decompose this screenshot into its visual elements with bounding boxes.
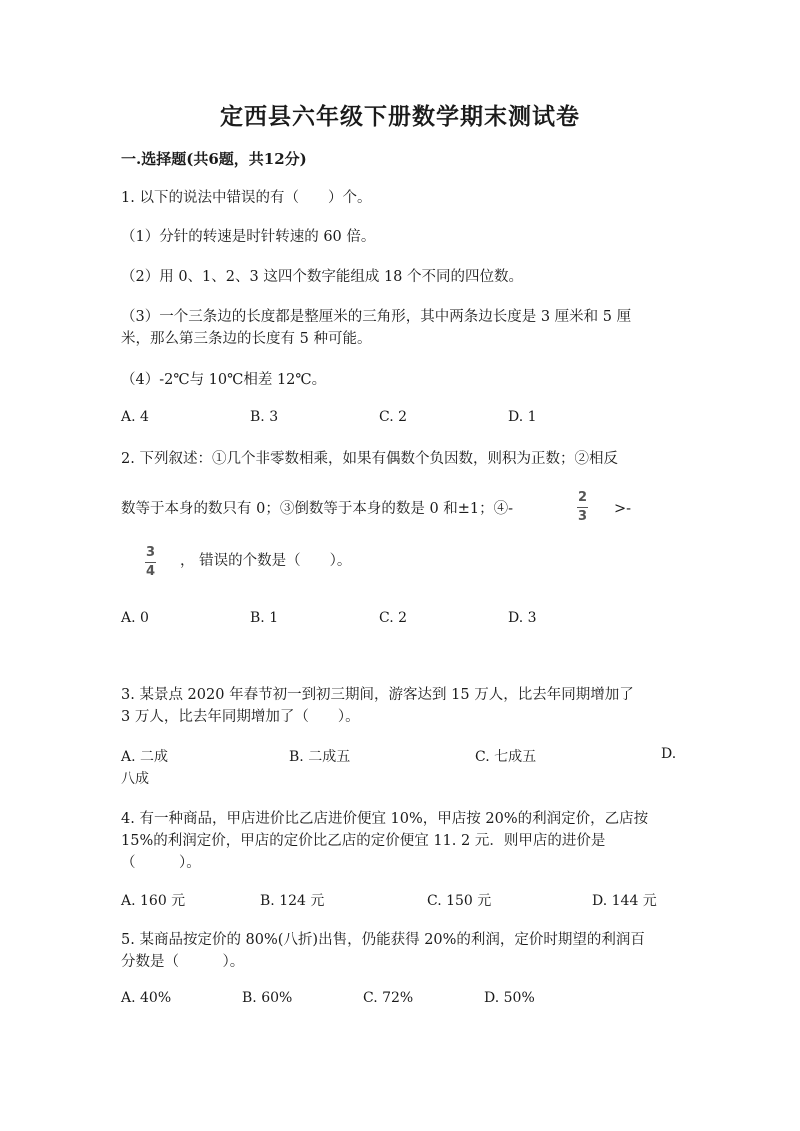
q4-line1: 4. 有一种商品，甲店进价比乙店进价便宜 10%，甲店按 20%的利润定价，乙店按	[121, 811, 649, 827]
q5-option-c[interactable]: C. 72%	[363, 990, 414, 1006]
q1-statement-2: （2）用 0、1、2、3 这四个数字能组成 18 个不同的四位数。	[121, 269, 524, 285]
q2-option-a[interactable]: A. 0	[121, 610, 149, 626]
fraction-denominator: 4	[145, 564, 156, 579]
q2-fraction-two-thirds	[577, 490, 588, 524]
fraction-denominator: 3	[577, 509, 588, 524]
q5-option-b[interactable]: B. 60%	[242, 990, 293, 1006]
q1-statement-1: （1）分针的转速是时针转速的 60 倍。	[121, 229, 376, 245]
q5-line2: 分数是（ ）。	[121, 954, 245, 970]
q2-line1: 2. 下列叙述：①几个非零数相乘，如果有偶数个负因数，则积为正数；②相反	[121, 451, 618, 467]
q4-line2: 15%的利润定价，甲店的定价比乙店的定价便宜 11. 2 元．则甲店的进价是	[121, 833, 606, 849]
q1-option-a[interactable]: A. 4	[121, 409, 149, 425]
section-heading: 一.选择题(共6题，共12分)	[121, 150, 307, 168]
q2-option-d[interactable]: D. 3	[508, 610, 537, 626]
q1-statement-3-line1: （3）一个三条边的长度都是整厘米的三角形，其中两条边长度是 3 厘米和 5 厘	[121, 309, 632, 325]
q1-option-b[interactable]: B. 3	[250, 409, 279, 425]
q1-statement-3-line2: 米，那么第三条边的长度有 5 种可能。	[121, 331, 372, 347]
q4-option-c[interactable]: C. 150 元	[427, 893, 492, 909]
q5-option-d[interactable]: D. 50%	[484, 990, 535, 1006]
q2-greater-than-negative: >-	[614, 501, 632, 517]
q2-option-b[interactable]: B. 1	[250, 610, 279, 626]
fraction-numerator: 2	[577, 490, 588, 505]
page-title: 定西县六年级下册数学期末测试卷	[220, 103, 580, 130]
q5-line1: 5. 某商品按定价的 80%(八折)出售，仍能获得 20%的利润，定价时期望的利润百	[121, 932, 645, 948]
q4-option-b[interactable]: B. 124 元	[260, 893, 325, 909]
q3-option-d-text: 八成	[121, 771, 149, 787]
q5-option-a[interactable]: A. 40%	[121, 990, 172, 1006]
q3-option-a[interactable]: A. 二成	[121, 749, 169, 765]
q3-line1: 3. 某景点 2020 年春节初一到初三期间，游客达到 15 万人，比去年同期增加了	[121, 687, 634, 703]
q1-stem: 1. 以下的说法中错误的有（ ）个。	[121, 190, 372, 206]
q2-line2: 数等于本身的数只有 0；③倒数等于本身的数是 0 和±1；④-	[121, 501, 514, 517]
q2-option-c[interactable]: C. 2	[379, 610, 408, 626]
q4-option-a[interactable]: A. 160 元	[121, 893, 186, 909]
q3-option-b[interactable]: B. 二成五	[289, 749, 351, 765]
q2-fraction-three-quarters	[145, 545, 156, 579]
q2-line3: ， 错误的个数是（ ）。	[180, 553, 352, 569]
q4-line3: （ ）。	[121, 855, 201, 871]
q1-option-c[interactable]: C. 2	[379, 409, 408, 425]
fraction-bar	[577, 507, 588, 508]
q3-line2: 3 万人，比去年同期增加了（ ）。	[121, 709, 360, 725]
q4-option-d[interactable]: D. 144 元	[592, 893, 657, 909]
q1-option-d[interactable]: D. 1	[508, 409, 537, 425]
q1-statement-4: （4）-2℃与 10℃相差 12℃。	[121, 372, 327, 388]
fraction-numerator: 3	[145, 545, 156, 560]
fraction-bar	[145, 562, 156, 563]
q3-option-d[interactable]: D.	[661, 746, 677, 762]
q3-option-c[interactable]: C. 七成五	[475, 749, 537, 765]
